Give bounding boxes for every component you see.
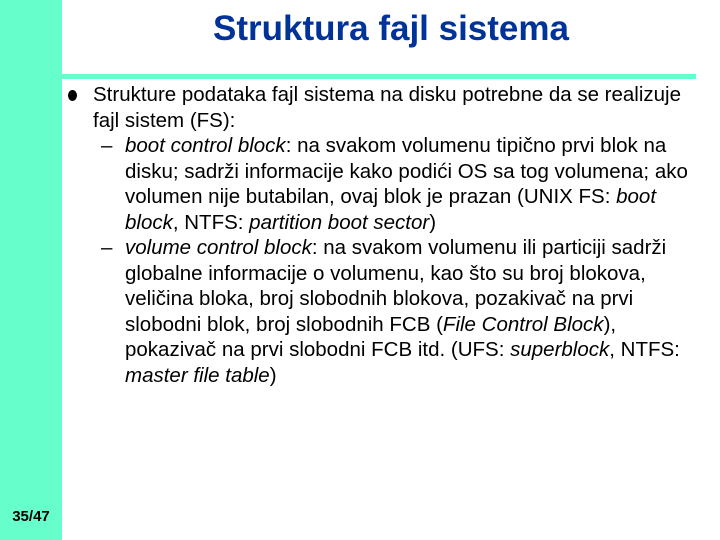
subitem-description: ), pokazivač na prvi slobodni FCB itd. (UFS: — [125, 312, 617, 361]
subitem-description: , NTFS: — [609, 338, 680, 361]
example-term: superblock — [510, 338, 610, 361]
subitem-boot-control-block — [60, 133, 700, 235]
subitem-description: , NTFS: — [172, 210, 250, 234]
term-boot-control-block: boot control block — [125, 134, 286, 157]
bullet-text: Strukture podataka fajl sistema na disku potrebne da se realizuje fajl sistem (FS): — [93, 83, 682, 132]
term-volume-control-block: volume control block — [125, 236, 312, 259]
example-term: File Control Block — [442, 312, 604, 336]
subitem-description: ) — [429, 210, 437, 234]
dash-icon: – — [101, 134, 113, 157]
example-term: boot block — [125, 185, 657, 234]
dash-icon: – — [101, 236, 113, 259]
bullet-dot-icon — [68, 90, 77, 101]
subitem-description: : na svakom volumenu tipično prvi blok na disku; sadrži informacije kako podići OS sa tog volumena; ako volumen nije butabilan, ovaj blok je prazan (UNIX FS: — [125, 134, 688, 208]
page-number: 35/47 — [12, 508, 50, 525]
subitem-description: ) — [269, 363, 277, 387]
slide-title: Struktura fajl sistema — [213, 9, 569, 48]
left-sidebar-bar — [0, 0, 62, 540]
slide-content — [60, 82, 700, 388]
subitem-volume-control-block — [60, 235, 700, 388]
example-term: partition boot sector — [249, 210, 430, 234]
example-term: master file table — [125, 363, 270, 387]
subitem-description: : na svakom volumenu ili particiji sadrži globalne informacije o volumenu, kao što su broj blokova, veličina bloka, broj slobodnih blokova, pozakivač na prvi slobodni blok, broj slobodnih FCB ( — [125, 236, 667, 336]
title-divider — [62, 74, 696, 79]
bullet-item — [60, 82, 700, 133]
